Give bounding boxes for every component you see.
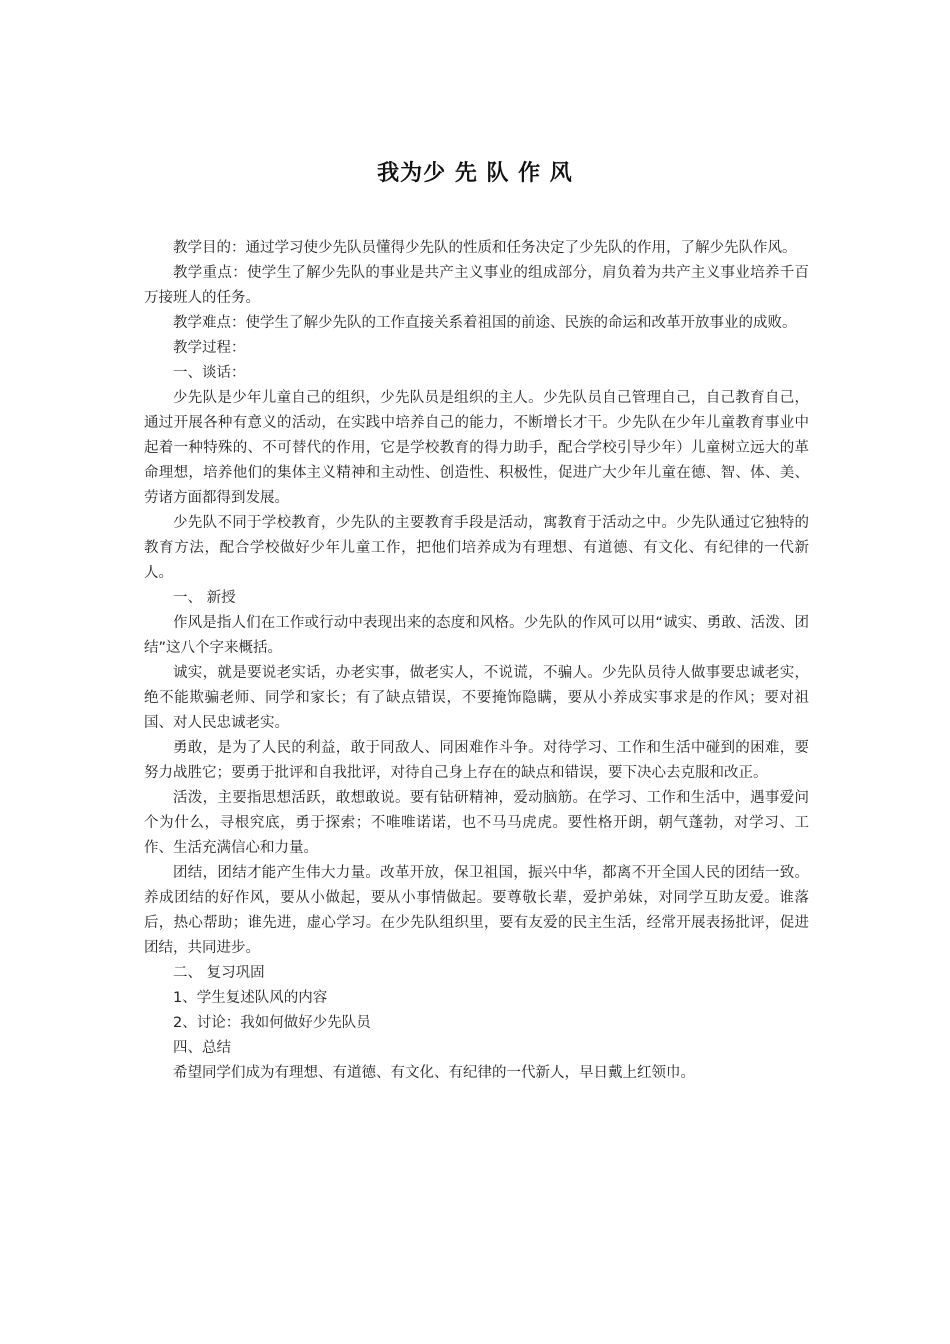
paragraph-teaching-focus: 教学重点：使学生了解少先队的事业是共产主义事业的组成部分，肩负着为共产主义事业培养千百万接班人的任务。 xyxy=(144,265,809,306)
section-heading-review: 二、 复习巩固 xyxy=(173,965,265,981)
paragraph-talk-2: 少先队不同于学校教育，少先队的主要教育手段是活动，寓教育于活动之中。少先队通过它独特的教育方法，配合学校做好少年儿童工作，把他们培养成为有理想、有道德、有文化、有纪律的一代新人。 xyxy=(144,515,809,581)
paragraph-teaching-process: 教学过程： xyxy=(173,340,246,356)
paragraph-honesty: 诚实，就是要说老实话，办老实事，做老实人，不说谎，不骗人。少先队员待人做事要忠诚老实，绝不能欺骗老师、同学和家长；有了缺点错误，不要掩饰隐瞒，要从小养成实事求是的作风；要对祖国、对人民忠诚老实。 xyxy=(144,665,809,731)
paragraph-unity: 团结，团结才能产生伟大力量。改革开放，保卫祖国，振兴中华，都离不开全国人民的团结一致。养成团结的好作风，要从小做起，要从小事情做起。要尊敬长辈，爱护弟妹，对同学互助友爱。谁落后，热心帮助；谁先进，虚心学习。在少先队组织里，要有友爱的民主生活，经常开展表扬批评，促进团结，共同进步。 xyxy=(144,865,809,956)
paragraph-bravery: 勇敢，是为了人民的利益，敢于同敌人、同困难作斗争。对待学习、工作和生活中碰到的困难，要努力战胜它；要勇于批评和自我批评，对待自己身上存在的缺点和错误，要下决心去克服和改正。 xyxy=(144,740,809,781)
paragraph-teaching-goal: 教学目的：通过学习使少先队员懂得少先队的性质和任务决定了少先队的作用，了解少先队作风。 xyxy=(173,240,797,256)
document-title: 我为少 先 队 作 风 xyxy=(377,161,573,186)
paragraph-teaching-difficulty: 教学难点：使学生了解少先队的工作直接关系着祖国的前途、民族的命运和改革开放事业的成败。 xyxy=(173,315,797,331)
section-heading-talk: 一、谈话： xyxy=(173,365,246,381)
section-heading-summary: 四、总结 xyxy=(173,1040,231,1056)
paragraph-liveliness: 活泼，主要指思想活跃，敢想敢说。要有钻研精神，爱动脑筋。在学习、工作和生活中，遇事爱问个为什么，寻根究底，勇于探索；不唯唯诺诺，也不马马虎虎。要性格开朗，朝气蓬勃，对学习、工作、生活充满信心和力量。 xyxy=(144,790,809,856)
document-body xyxy=(144,236,809,1086)
review-item-2: 2、讨论：我如何做好少先队员 xyxy=(173,1015,371,1031)
paragraph-style-definition: 作风是指人们在工作或行动中表现出来的态度和风格。少先队的作风可以用“诚实、勇敢、活泼、团结”这八个字来概括。 xyxy=(144,615,809,656)
review-item-1: 1、学生复述队风的内容 xyxy=(173,990,328,1006)
section-heading-new-lesson: 一、 新授 xyxy=(173,590,236,606)
paragraph-talk-1: 少先队是少年儿童自己的组织，少先队员是组织的主人。少先队员自己管理自己，自己教育自己，通过开展各种有意义的活动，在实践中培养自己的能力，不断增长才干。少先队在少年儿童教育事业中起着一种特殊的、不可替代的作用，它是学校教育的得力助手，配合学校引导少年）儿童树立远大的革命理想，培养他们的集体主义精神和主动性、创造性、积极性，促进广大少年儿童在德、智、体、美、劳诸方面都得到发展。 xyxy=(144,390,809,506)
paragraph-summary: 希望同学们成为有理想、有道德、有文化、有纪律的一代新人，早日戴上红领巾。 xyxy=(173,1065,695,1081)
